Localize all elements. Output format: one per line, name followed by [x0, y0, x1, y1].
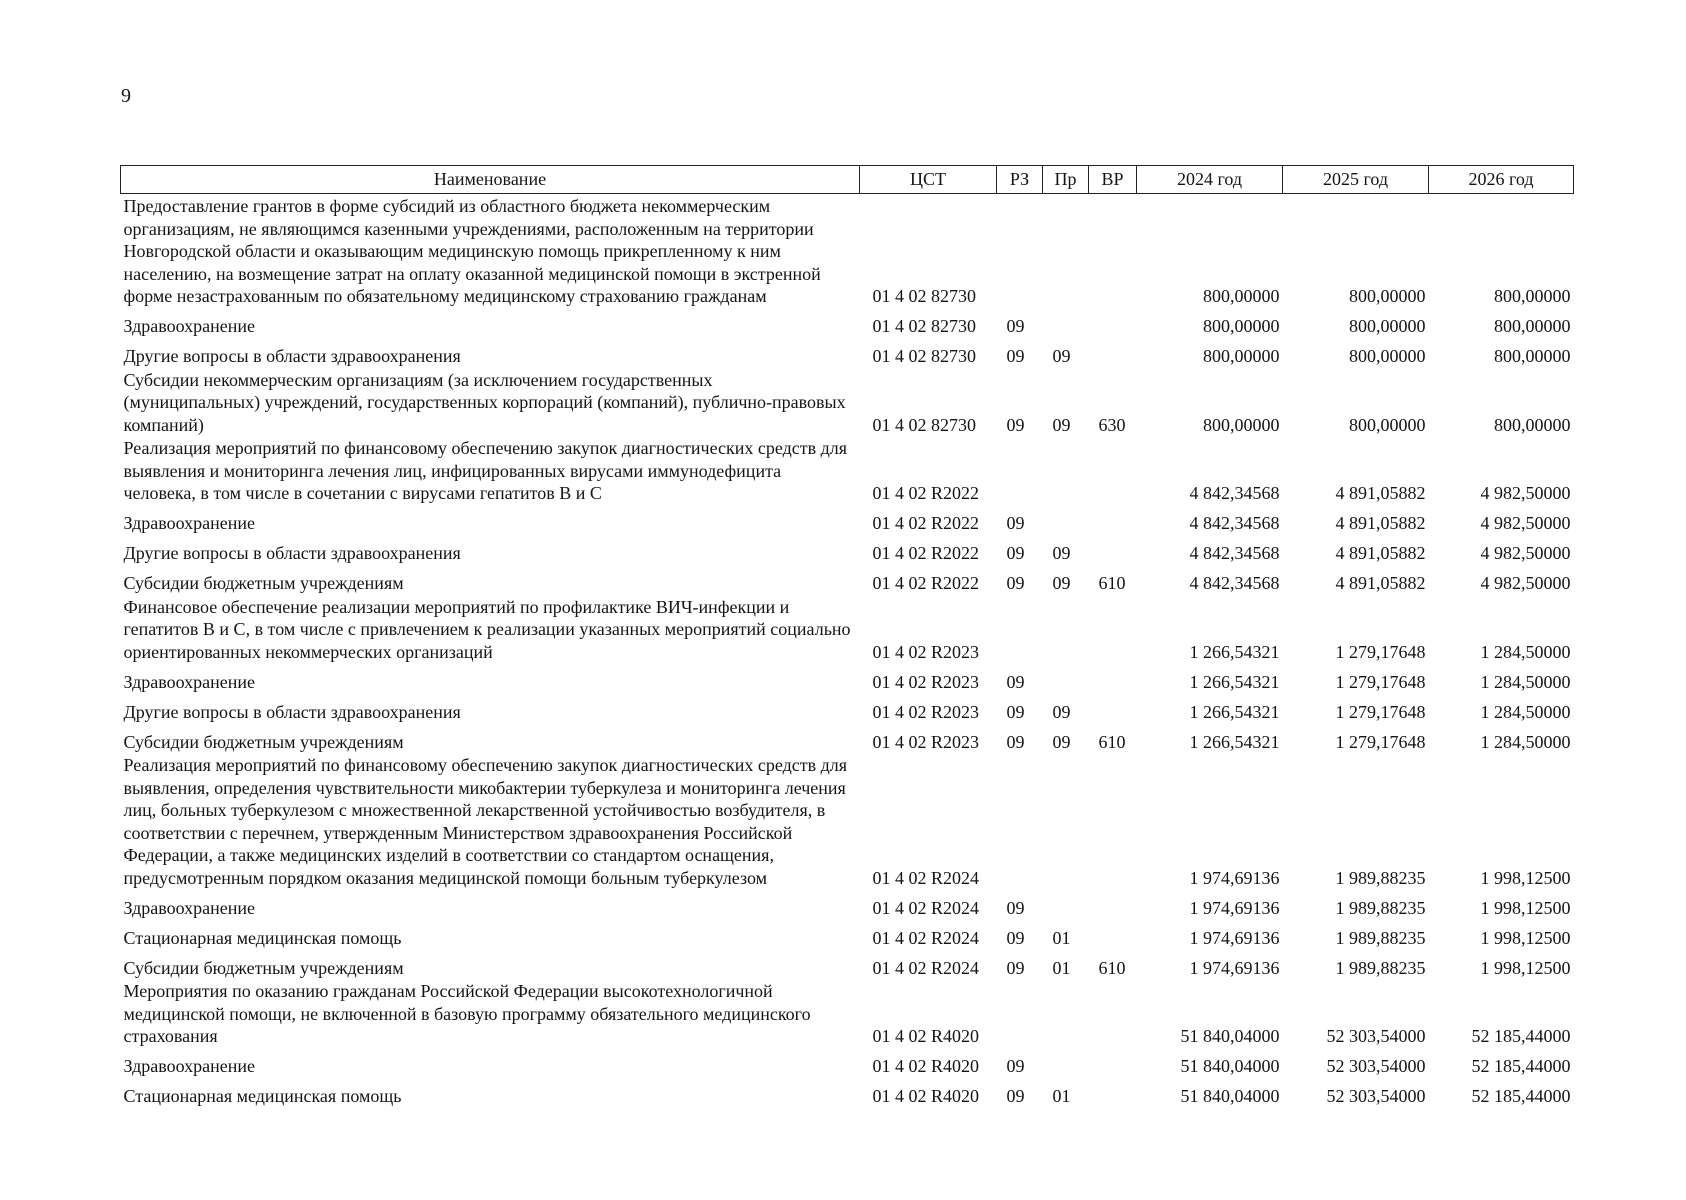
row-vr: 610	[1098, 731, 1126, 752]
row-name: Субсидии бюджетным учреждениям	[123, 573, 404, 593]
table-row	[121, 1078, 1574, 1108]
table-row	[121, 979, 1574, 1048]
row-amount-2024: 1 266,54321	[1189, 641, 1280, 662]
header-2026: 2026 год	[1429, 166, 1574, 194]
header-row	[121, 166, 1574, 194]
row-cst: 01 4 02 R2022	[872, 573, 980, 593]
table-row	[121, 919, 1574, 949]
budget-table-container	[120, 165, 1573, 1108]
row-amount-2024: 1 974,69136	[1189, 927, 1280, 948]
row-amount-2025: 800,00000	[1349, 316, 1426, 336]
row-name: Здравоохранение	[123, 316, 256, 336]
row-amount-2024: 4 842,34568	[1189, 543, 1280, 563]
row-amount-2025: 52 303,54000	[1326, 1026, 1426, 1046]
table-body	[121, 194, 1574, 1108]
row-amount-2026: 4 982,50000	[1480, 513, 1571, 533]
row-rz: 09	[1006, 927, 1025, 948]
row-amount-2026: 800,00000	[1494, 346, 1571, 366]
row-rz: 09	[1006, 543, 1025, 563]
row-vr	[1089, 194, 1137, 308]
row-name: Другие вопросы в области здравоохранения	[123, 701, 461, 722]
row-vr	[1089, 338, 1137, 368]
row-rz: 09	[1006, 414, 1025, 435]
row-amount-2026: 1 284,50000	[1480, 671, 1571, 692]
row-vr	[1089, 505, 1137, 535]
row-amount-2024: 51 840,04000	[1180, 1026, 1280, 1046]
row-cst: 01 4 02 R2024	[872, 897, 980, 918]
row-pr	[1043, 1048, 1089, 1078]
row-amount-2026: 1 998,12500	[1480, 957, 1571, 978]
row-rz: 09	[1006, 731, 1025, 752]
row-cst: 01 4 02 82730	[872, 414, 976, 435]
row-name: Предоставление грантов в форме субсидий из областного бюджета некоммерческим организациям, не являющимся казенными учреждениями, расположенным на территории Новгородской области и оказывающим медицинскую помощь прикрепленному к ним населению, на возмещение затрат на оплату оказанной медицинской помощи в экстренной форме незастрахованным по обязательному медицинскому страхованию гражданам	[123, 196, 821, 306]
table-row	[121, 949, 1574, 979]
row-amount-2025: 800,00000	[1349, 346, 1426, 366]
row-amount-2024: 1 974,69136	[1189, 957, 1280, 978]
row-name: Финансовое обеспечение реализации мероприятий по профилактике ВИЧ-инфекции и гепатитов В и С, в том числе с привлечением к реализации указанных мероприятий социально ориентированных некоммерческих организаций	[123, 596, 851, 662]
row-rz	[997, 436, 1043, 505]
table-row	[121, 889, 1574, 919]
row-cst: 01 4 02 82730	[872, 346, 976, 366]
row-amount-2024: 4 842,34568	[1189, 483, 1280, 503]
row-name: Мероприятия по оказанию гражданам Российской Федерации высокотехнологичной медицинской помощи, не включенной в базовую программу обязательного медицинского страхования	[123, 981, 811, 1046]
row-pr: 01	[1052, 957, 1071, 978]
row-pr	[1043, 436, 1089, 505]
row-name: Субсидии бюджетным учреждениям	[123, 957, 404, 978]
row-amount-2024: 1 974,69136	[1189, 867, 1280, 888]
row-amount-2026: 52 185,44000	[1471, 1056, 1571, 1076]
header-pr: Пр	[1043, 166, 1089, 194]
row-amount-2026: 4 982,50000	[1480, 543, 1571, 563]
row-amount-2026: 800,00000	[1494, 414, 1571, 435]
row-rz: 09	[1006, 346, 1025, 366]
table-row	[121, 1048, 1574, 1078]
row-pr	[1043, 889, 1089, 919]
row-amount-2026: 4 982,50000	[1480, 483, 1571, 503]
row-amount-2025: 4 891,05882	[1335, 513, 1426, 533]
row-cst: 01 4 02 R2022	[872, 513, 980, 533]
row-vr: 630	[1098, 414, 1126, 435]
row-cst: 01 4 02 R2024	[872, 867, 980, 888]
row-cst: 01 4 02 R4020	[872, 1086, 980, 1106]
row-vr	[1089, 753, 1137, 889]
table-row	[121, 368, 1574, 437]
header-vr: ВР	[1089, 166, 1137, 194]
row-rz: 09	[1006, 513, 1025, 533]
row-pr	[1043, 505, 1089, 535]
header-name: Наименование	[121, 166, 860, 194]
row-cst: 01 4 02 R4020	[872, 1056, 980, 1076]
row-amount-2026: 52 185,44000	[1471, 1086, 1571, 1106]
table-header	[121, 166, 1574, 194]
table-row	[121, 753, 1574, 889]
row-amount-2024: 800,00000	[1203, 346, 1280, 366]
row-amount-2026: 1 998,12500	[1480, 867, 1571, 888]
row-pr: 09	[1052, 346, 1071, 366]
row-vr	[1089, 535, 1137, 565]
row-amount-2025: 52 303,54000	[1326, 1056, 1426, 1076]
row-cst: 01 4 02 R2022	[872, 483, 980, 503]
row-pr	[1043, 979, 1089, 1048]
row-cst: 01 4 02 R2024	[872, 957, 980, 978]
table-row	[121, 723, 1574, 753]
row-rz: 09	[1006, 701, 1025, 722]
row-pr: 09	[1052, 573, 1071, 593]
row-amount-2025: 4 891,05882	[1335, 573, 1426, 593]
row-vr	[1089, 919, 1137, 949]
row-vr: 610	[1098, 573, 1126, 593]
table-row	[121, 535, 1574, 565]
row-amount-2025: 4 891,05882	[1335, 483, 1426, 503]
row-name: Здравоохранение	[123, 671, 256, 692]
row-amount-2026: 1 284,50000	[1480, 701, 1571, 722]
row-rz: 09	[1006, 573, 1025, 593]
header-2025: 2025 год	[1283, 166, 1429, 194]
row-vr	[1089, 436, 1137, 505]
table-row	[121, 308, 1574, 338]
row-cst: 01 4 02 R4020	[872, 1026, 980, 1046]
page-number: 9	[121, 85, 131, 107]
row-name: Стационарная медицинская помощь	[123, 927, 402, 948]
row-rz	[997, 753, 1043, 889]
row-rz	[997, 194, 1043, 308]
row-cst: 01 4 02 R2023	[872, 731, 980, 752]
row-pr	[1043, 308, 1089, 338]
row-amount-2025: 1 989,88235	[1335, 957, 1426, 978]
row-amount-2024: 800,00000	[1203, 316, 1280, 336]
table-row	[121, 194, 1574, 308]
row-amount-2024: 1 266,54321	[1189, 731, 1280, 752]
row-pr: 09	[1052, 701, 1071, 722]
row-rz	[997, 595, 1043, 664]
row-amount-2025: 800,00000	[1349, 286, 1426, 306]
table-row	[121, 663, 1574, 693]
row-amount-2024: 4 842,34568	[1189, 513, 1280, 533]
table-row	[121, 565, 1574, 595]
row-amount-2024: 1 266,54321	[1189, 671, 1280, 692]
row-rz: 09	[1006, 671, 1025, 692]
row-amount-2026: 52 185,44000	[1471, 1026, 1571, 1046]
table-row	[121, 436, 1574, 505]
row-amount-2026: 1 998,12500	[1480, 927, 1571, 948]
row-pr	[1043, 753, 1089, 889]
row-amount-2025: 800,00000	[1349, 414, 1426, 435]
row-amount-2026: 800,00000	[1494, 286, 1571, 306]
row-pr: 09	[1052, 543, 1071, 563]
table-row	[121, 595, 1574, 664]
row-amount-2026: 4 982,50000	[1480, 573, 1571, 593]
header-2024: 2024 год	[1137, 166, 1283, 194]
row-rz: 09	[1006, 957, 1025, 978]
row-cst: 01 4 02 R2022	[872, 543, 980, 563]
row-vr	[1089, 693, 1137, 723]
row-amount-2025: 1 279,17648	[1335, 641, 1426, 662]
row-amount-2024: 4 842,34568	[1189, 573, 1280, 593]
row-amount-2025: 1 279,17648	[1335, 671, 1426, 692]
row-vr	[1089, 979, 1137, 1048]
row-name: Реализация мероприятий по финансовому обеспечению закупок диагностических средств для выявления и мониторинга лечения лиц, инфицированных вирусами иммунодефицита человека, в том числе в сочетании с вирусами гепатитов В и С	[123, 438, 848, 503]
row-amount-2025: 1 279,17648	[1335, 731, 1426, 752]
row-amount-2026: 1 998,12500	[1480, 897, 1571, 918]
row-amount-2026: 1 284,50000	[1480, 731, 1571, 752]
row-amount-2026: 1 284,50000	[1480, 641, 1571, 662]
row-amount-2025: 4 891,05882	[1335, 543, 1426, 563]
budget-table	[120, 165, 1574, 1108]
row-amount-2024: 1 974,69136	[1189, 897, 1280, 918]
row-amount-2024: 51 840,04000	[1180, 1086, 1280, 1106]
row-cst: 01 4 02 82730	[872, 316, 976, 336]
row-name: Другие вопросы в области здравоохранения	[123, 346, 461, 366]
row-rz	[997, 979, 1043, 1048]
row-amount-2025: 1 989,88235	[1335, 867, 1426, 888]
header-rz: РЗ	[997, 166, 1043, 194]
row-name: Здравоохранение	[123, 897, 256, 918]
row-rz: 09	[1006, 1056, 1025, 1076]
row-vr	[1089, 308, 1137, 338]
row-name: Другие вопросы в области здравоохранения	[123, 543, 461, 563]
row-amount-2024: 51 840,04000	[1180, 1056, 1280, 1076]
row-name: Здравоохранение	[123, 1056, 256, 1076]
row-cst: 01 4 02 R2023	[872, 641, 980, 662]
row-pr: 09	[1052, 414, 1071, 435]
row-vr	[1089, 595, 1137, 664]
row-vr: 610	[1098, 957, 1126, 978]
row-amount-2025: 1 989,88235	[1335, 927, 1426, 948]
row-amount-2025: 52 303,54000	[1326, 1086, 1426, 1106]
row-rz: 09	[1006, 316, 1025, 336]
row-vr	[1089, 1078, 1137, 1108]
row-name: Здравоохранение	[123, 513, 256, 533]
row-rz: 09	[1006, 897, 1025, 918]
row-amount-2024: 800,00000	[1203, 414, 1280, 435]
row-pr	[1043, 595, 1089, 664]
row-vr	[1089, 663, 1137, 693]
row-name: Реализация мероприятий по финансовому обеспечению закупок диагностических средств для выявления, определения чувствительности микобактерии туберкулеза и мониторинга лечения лиц, больных туберкулезом с множественной лекарственной устойчивостью возбудителя, в соответствии с перечнем, утвержденным Министерством здравоохранения Российской Федерации, а также медицинских изделий в соответствии со стандартом оснащения, предусмотренным порядком оказания медицинской помощи больным туберкулезом	[123, 755, 848, 888]
row-name: Субсидии бюджетным учреждениям	[123, 731, 404, 752]
row-cst: 01 4 02 R2024	[872, 927, 980, 948]
row-pr: 09	[1052, 731, 1071, 752]
row-amount-2025: 1 989,88235	[1335, 897, 1426, 918]
row-vr	[1089, 1048, 1137, 1078]
row-amount-2026: 800,00000	[1494, 316, 1571, 336]
row-pr	[1043, 194, 1089, 308]
row-rz: 09	[1006, 1086, 1025, 1106]
table-row	[121, 338, 1574, 368]
row-name: Субсидии некоммерческим организациям (за исключением государственных (муниципальных) учреждений, государственных корпораций (компаний), публично-правовых компаний)	[123, 369, 846, 435]
row-name: Стационарная медицинская помощь	[123, 1086, 402, 1106]
row-cst: 01 4 02 R2023	[872, 701, 980, 722]
row-pr	[1043, 663, 1089, 693]
table-row	[121, 505, 1574, 535]
row-amount-2024: 1 266,54321	[1189, 701, 1280, 722]
row-pr: 01	[1052, 1086, 1071, 1106]
row-pr: 01	[1052, 927, 1071, 948]
row-amount-2025: 1 279,17648	[1335, 701, 1426, 722]
row-cst: 01 4 02 82730	[872, 286, 976, 306]
row-cst: 01 4 02 R2023	[872, 671, 980, 692]
header-cst: ЦСТ	[860, 166, 997, 194]
table-row	[121, 693, 1574, 723]
row-vr	[1089, 889, 1137, 919]
row-amount-2024: 800,00000	[1203, 286, 1280, 306]
